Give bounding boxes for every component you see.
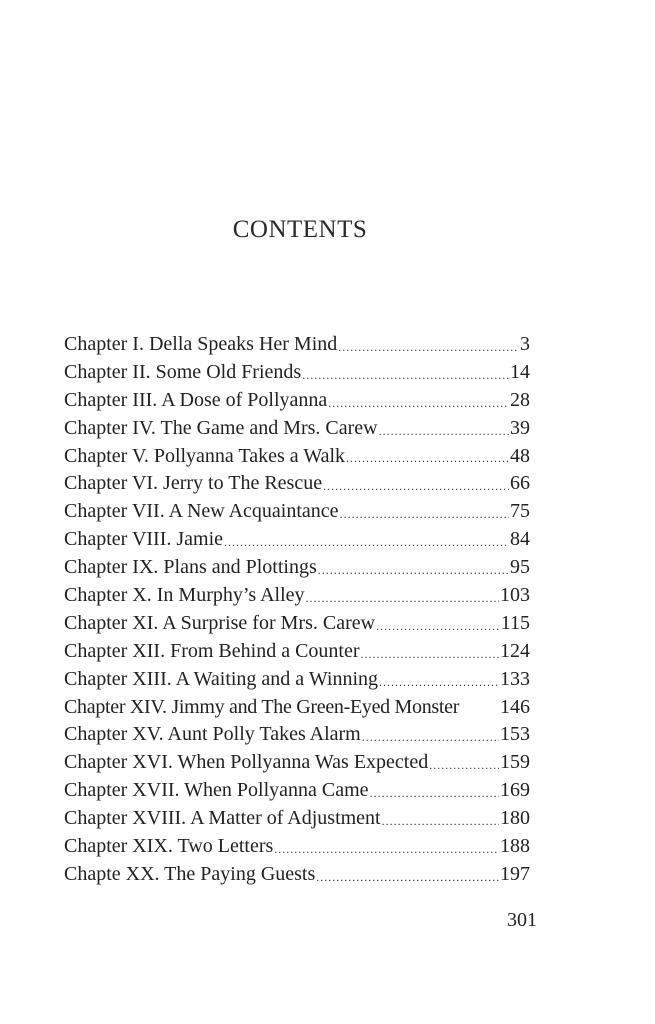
toc-entry [64,833,530,861]
toc-entry [64,582,530,610]
dot-leader [302,369,509,381]
toc-entry-title: Chapter II. Some Old Friends [64,360,302,383]
toc-entry [64,443,530,471]
dot-leader [328,397,509,409]
dot-leader [362,731,499,743]
toc-entry-title: Chapter VII. A New Acquaintance [64,500,339,523]
dot-leader [338,341,519,353]
toc-entry [64,498,530,526]
toc-entry-page: 84 [510,528,530,551]
toc-entry [64,638,530,666]
toc-entry [64,666,530,694]
dot-leader [340,508,509,520]
toc-entry-page: 95 [510,556,530,579]
toc-entry [64,470,530,498]
page-number: 301 [507,909,537,931]
toc-entry-title: Chapter XIV. Jimmy and The Green-Eyed Monster [64,695,460,718]
toc-entry [64,359,530,387]
dot-leader [346,452,509,464]
toc-entry [64,554,530,582]
toc-entry-page: 3 [520,333,530,355]
toc-entry-title: Chapter IV. The Game and Mrs. Carew [64,416,378,439]
toc-entry [64,610,530,638]
toc-entry-page: 146 [500,695,530,718]
toc-entry-page: 14 [510,360,530,383]
toc-entry-page: 188 [500,835,530,858]
dot-leader [370,787,499,799]
table-of-contents [64,331,530,889]
dot-leader [376,620,500,632]
toc-entry-title: Chapter VIII. Jamie [64,528,224,551]
toc-entry [64,526,530,554]
toc-entry [64,861,530,889]
toc-entry [64,749,530,777]
toc-entry [64,721,530,749]
toc-entry-title: Chapter XIII. A Waiting and a Winning [64,667,379,690]
toc-entry-title: Chapter XIX. Two Letters [64,835,274,858]
toc-entry-page: 124 [500,639,530,662]
page-title: CONTENTS [232,216,368,243]
toc-entry-title: Chapter I. Della Speaks Her Mind [64,333,338,355]
dot-leader [224,536,509,548]
toc-entry [64,805,530,833]
toc-entry-page: 66 [510,472,530,495]
toc-entry-page: 180 [500,807,530,830]
toc-entry-title: Chapter XII. From Behind a Counter [64,639,360,662]
toc-entry-page: 153 [500,723,530,746]
toc-entry-title: Chapter IX. Plans and Plottings [64,556,317,579]
dot-leader [379,425,509,437]
toc-entry-page: 197 [500,862,530,885]
toc-entry-page: 103 [500,584,530,607]
toc-entry-title: Chapter XV. Aunt Polly Takes Alarm [64,723,361,746]
toc-entry-page: 169 [500,779,530,802]
toc-entry-title: Chapter X. In Murphy’s Alley [64,584,305,607]
toc-entry-title: Chapter XVII. When Pollyanna Came [64,779,369,802]
toc-entry [64,387,530,415]
dot-leader [323,480,509,492]
toc-entry-page: 48 [510,444,530,467]
toc-entry-page: 75 [510,500,530,523]
toc-entry-page: 159 [500,751,530,774]
toc-entry [64,694,530,722]
toc-entry-title: Chapter XVIII. A Matter of Adjustment [64,807,381,830]
dot-leader [318,564,509,576]
toc-entry-title: Chapter III. A Dose of Pollyanna [64,388,328,411]
dot-leader [316,871,499,883]
toc-entry-page: 39 [510,416,530,439]
toc-entry [64,415,530,443]
toc-entry [64,777,530,805]
dot-leader [274,843,499,855]
dot-leader [361,648,500,660]
toc-entry-title: Chapter XVI. When Pollyanna Was Expected [64,751,429,774]
toc-entry [64,331,530,359]
toc-entry-page: 133 [500,667,530,690]
toc-entry-page: 28 [510,388,530,411]
toc-entry-title: Chapte XX. The Paying Guests [64,862,316,885]
dot-leader [379,676,499,688]
toc-entry-title: Chapter XI. A Surprise for Mrs. Carew [64,611,376,634]
dot-leader [429,759,499,771]
dot-leader [382,815,499,827]
dot-leader [306,592,499,604]
toc-entry-title: Chapter V. Pollyanna Takes a Walk [64,444,346,467]
toc-entry-title: Chapter VI. Jerry to The Rescue [64,472,323,495]
toc-entry-page: 115 [500,611,530,634]
